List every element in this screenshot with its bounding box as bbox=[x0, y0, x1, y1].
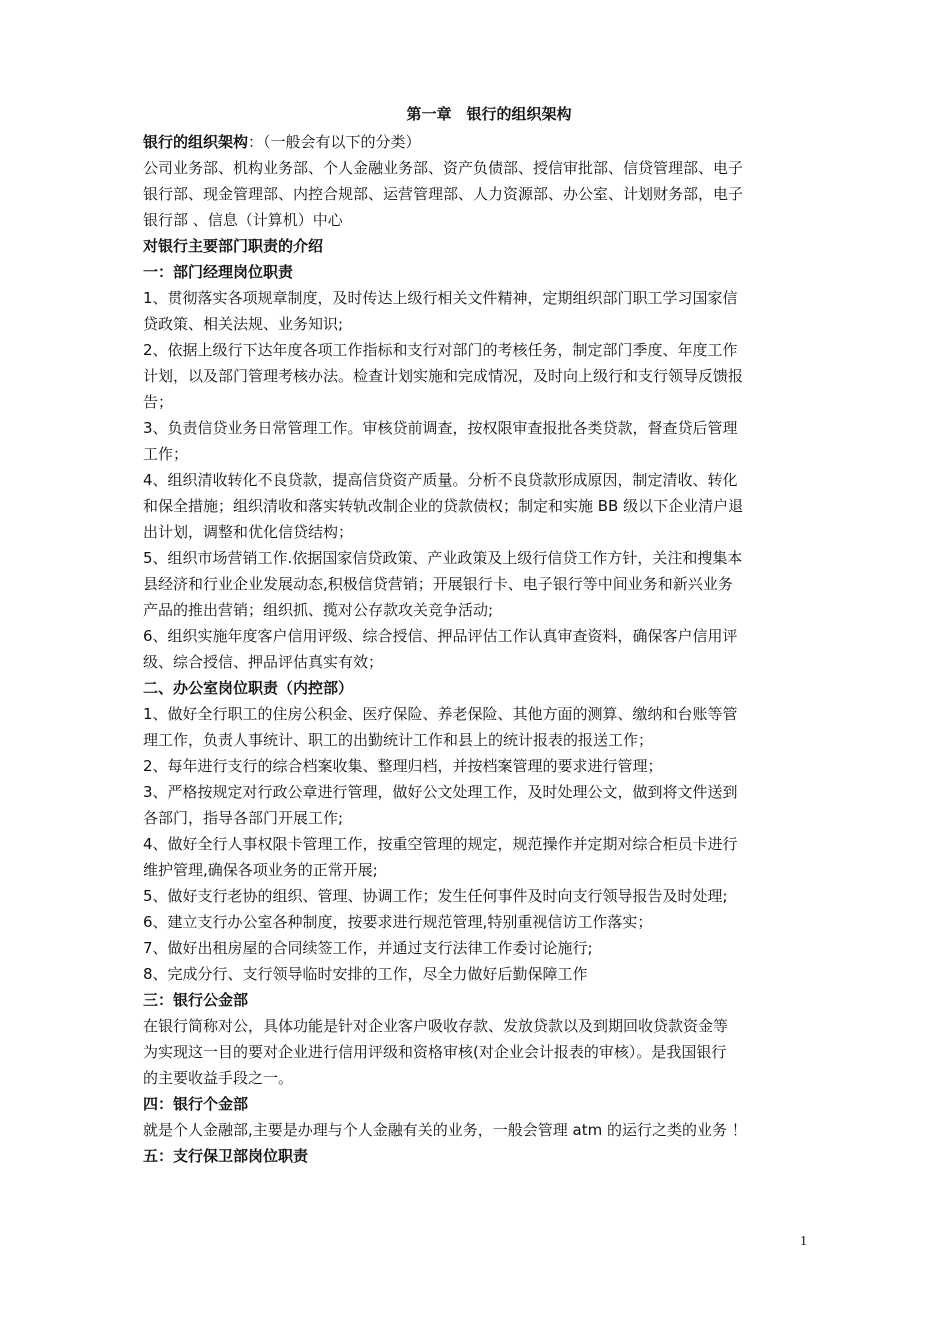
paragraph-line: 5、做好支行老协的组织、管理、协调工作；发生任何事件及时向支行领导报告及时处理; bbox=[143, 887, 728, 905]
paragraph-line: 2、依据上级行下达年度各项工作指标和支行对部门的考核任务，制定部门季度、年度工作 bbox=[143, 341, 738, 359]
paragraph-line: 告； bbox=[143, 393, 174, 411]
paragraph-line: 公司业务部、机构业务部、个人金融业务部、资产负债部、授信审批部、信贷管理部、电子 bbox=[143, 159, 744, 177]
paragraph-line: 5、组织市场营销工作.依据国家信贷政策、产业政策及上级行信贷工作方针，关注和搜集本 bbox=[143, 549, 743, 567]
intro-heading: 对银行主要部门职责的介绍 bbox=[143, 237, 324, 255]
paragraph-line: 银行部、现金管理部、内控合规部、运营管理部、人力资源部、办公室、计划财务部，电子 bbox=[143, 185, 744, 203]
paragraph-line: 6、建立支行办公室各种制度，按要求进行规范管理,特别重视信访工作落实； bbox=[143, 913, 653, 931]
paragraph-line: 各部门，指导各部门开展工作; bbox=[143, 809, 344, 827]
paragraph-line: 1、贯彻落实各项规章制度，及时传达上级行相关文件精神，定期组织部门职工学习国家信 bbox=[143, 289, 738, 307]
org-structure-suffix: ：（一般会有以下的分类） bbox=[248, 133, 421, 151]
paragraph-line: 县经济和行业企业发展动态,积极信贷营销；开展银行卡、电子银行等中间业务和新兴业务 bbox=[143, 575, 733, 593]
paragraph-line: 4、组织清收转化不良贷款，提高信贷资产质量。分析不良贷款形成原因，制定清收、转化 bbox=[143, 471, 738, 489]
org-structure-intro bbox=[143, 129, 823, 155]
paragraph-line: 产品的推出营销；组织抓、揽对公存款攻关竞争活动; bbox=[143, 601, 494, 619]
chapter-title: 第一章 银行的组织架构 bbox=[406, 105, 572, 123]
paragraph-line: 贷政策、相关法规、业务知识; bbox=[143, 315, 344, 333]
paragraph-line: 计划，以及部门管理考核办法。检查计划实施和完成情况，及时向上级行和支行领导反馈报 bbox=[143, 367, 744, 385]
paragraph-line: 3、负责信贷业务日常管理工作。审核贷前调查，按权限审查报批各类贷款，督查贷后管理 bbox=[143, 419, 738, 437]
paragraph-line: 级、综合授信、押品评估真实有效； bbox=[143, 653, 384, 671]
paragraph-line: 在银行简称对公，具体功能是针对企业客户吸收存款、发放贷款以及到期回收贷款资金等 bbox=[143, 1017, 729, 1035]
section-heading: 五：支行保卫部岗位职责 bbox=[143, 1147, 309, 1165]
section-heading: 三：银行公金部 bbox=[143, 991, 249, 1009]
paragraph-line: 出计划，调整和优化信贷结构； bbox=[143, 523, 354, 541]
paragraph-line: 2、每年进行支行的综合档案收集、整理归档，并按档案管理的要求进行管理； bbox=[143, 757, 663, 775]
paragraph-line: 的主要收益手段之一。 bbox=[143, 1069, 294, 1087]
paragraph-line: 7、做好出租房屋的合同续签工作，并通过支行法律工作委讨论施行; bbox=[143, 939, 593, 957]
paragraph-line: 4、做好全行人事权限卡管理工作，按重空管理的规定，规范操作并定期对综合柜员卡进行 bbox=[143, 835, 738, 853]
paragraph-line: 维护管理,确保各项业务的正常开展; bbox=[143, 861, 378, 879]
section-heading: 一：部门经理岗位职责 bbox=[143, 263, 294, 281]
section-heading: 二、办公室岗位职责（内控部） bbox=[143, 679, 354, 697]
paragraph-line: 和保全措施；组织清收和落实转轨改制企业的贷款债权；制定和实施 BB 级以下企业清户退 bbox=[143, 497, 744, 515]
document-body bbox=[143, 102, 823, 1169]
paragraph-line: 3、严格按规定对行政公章进行管理，做好公文处理工作，及时处理公文，做到将文件送到 bbox=[143, 783, 738, 801]
section-heading: 四：银行个金部 bbox=[143, 1095, 249, 1113]
page-number: 1 bbox=[800, 1234, 807, 1249]
paragraph-line: 6、组织实施年度客户信用评级、综合授信、押品评估工作认真审查资料，确保客户信用评 bbox=[143, 627, 738, 645]
paragraph-line: 1、做好全行职工的住房公积金、医疗保险、养老保险、其他方面的测算、缴纳和台账等管 bbox=[143, 705, 738, 723]
paragraph-line: 工作； bbox=[143, 445, 189, 463]
paragraph-line: 银行部 、信息（计算机）中心 bbox=[143, 211, 343, 229]
paragraph-line: 为实现这一目的要对企业进行信用评级和资格审核(对企业会计报表的审核）。是我国银行 bbox=[143, 1043, 727, 1061]
paragraph-line: 理工作，负责人事统计、职工的出勤统计工作和县上的统计报表的报送工作； bbox=[143, 731, 654, 749]
org-structure-label: 银行的组织架构 bbox=[143, 133, 249, 151]
paragraph-line: 就是个人金融部,主要是办理与个人金融有关的业务，一般会管理 atm 的运行之类的业务 ！ bbox=[143, 1121, 747, 1139]
paragraph-line: 8、完成分行、支行领导临时安排的工作，尽全力做好后勤保障工作 bbox=[143, 965, 588, 983]
